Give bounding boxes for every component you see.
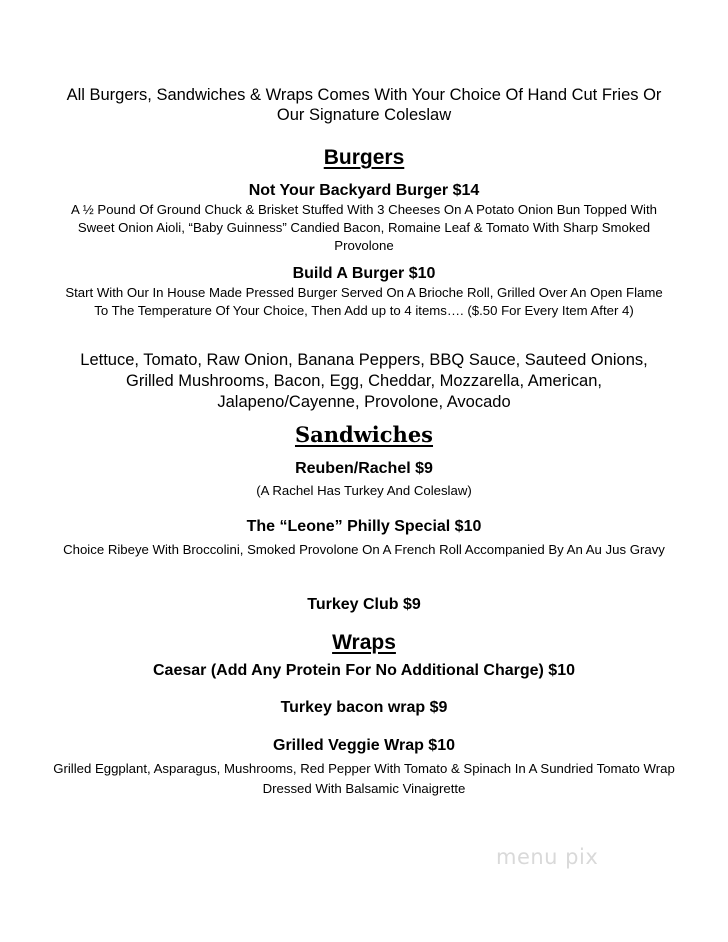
intro-note: All Burgers, Sandwiches & Wraps Comes With Your Choice Of Hand Cut Fries Or Our Signature Coleslaw [66, 86, 662, 124]
item-title-caesar-wrap: Caesar (Add Any Protein For No Additional Charge) $10 [153, 662, 575, 679]
item-title-build-a-burger: Build A Burger $10 [292, 265, 436, 282]
burger-toppings-list: Lettuce, Tomato, Raw Onion, Banana Peppers, BBQ Sauce, Sauteed Onions, Grilled Mushrooms, Bacon, Egg, Cheddar, Mozzarella, American, Jalapeno/Cayenne, Provolone, Avocado [80, 351, 648, 411]
item-title-backyard-burger: Not Your Backyard Burger $14 [248, 182, 480, 199]
item-desc-leone-philly: Choice Ribeye With Broccolini, Smoked Provolone On A French Roll Accompanied By An Au Jus Gravy [63, 542, 665, 557]
item-title-turkey-club: Turkey Club $9 [307, 596, 421, 613]
item-title-leone-philly: The “Leone” Philly Special $10 [246, 518, 482, 535]
item-title-grilled-veggie-wrap: Grilled Veggie Wrap $10 [273, 737, 455, 754]
item-desc-grilled-veggie-wrap: Grilled Eggplant, Asparagus, Mushrooms, Red Pepper With Tomato & Spinach In A Sundried Tomato Wrap Dressed With Balsamic Vinaigrette [53, 761, 675, 796]
item-title-reuben-rachel: Reuben/Rachel $9 [295, 460, 433, 477]
section-heading-burgers: Burgers [323, 146, 405, 169]
item-desc-build-a-burger: Start With Our In House Made Pressed Burger Served On A Brioche Roll, Grilled Over An Open Flame To The Temperature Of Your Choice, Then Add up to 4 items…. ($.50 For Every Item After 4) [65, 285, 663, 318]
item-desc-reuben-rachel: (A Rachel Has Turkey And Coleslaw) [256, 483, 472, 498]
item-title-turkey-bacon-wrap: Turkey bacon wrap $9 [280, 699, 448, 716]
section-heading-sandwiches: Sandwiches [294, 422, 434, 447]
section-heading-wraps: Wraps [332, 631, 396, 654]
menupix-watermark: menu pix [496, 845, 599, 869]
item-desc-backyard-burger: A ½ Pound Of Ground Chuck & Brisket Stuffed With 3 Cheeses On A Potato Onion Bun Topped With Sweet Onion Aioli, “Baby Guinness” Candied Bacon, Romaine Leaf & Tomato With Sharp Smoked Provolone [71, 202, 657, 253]
